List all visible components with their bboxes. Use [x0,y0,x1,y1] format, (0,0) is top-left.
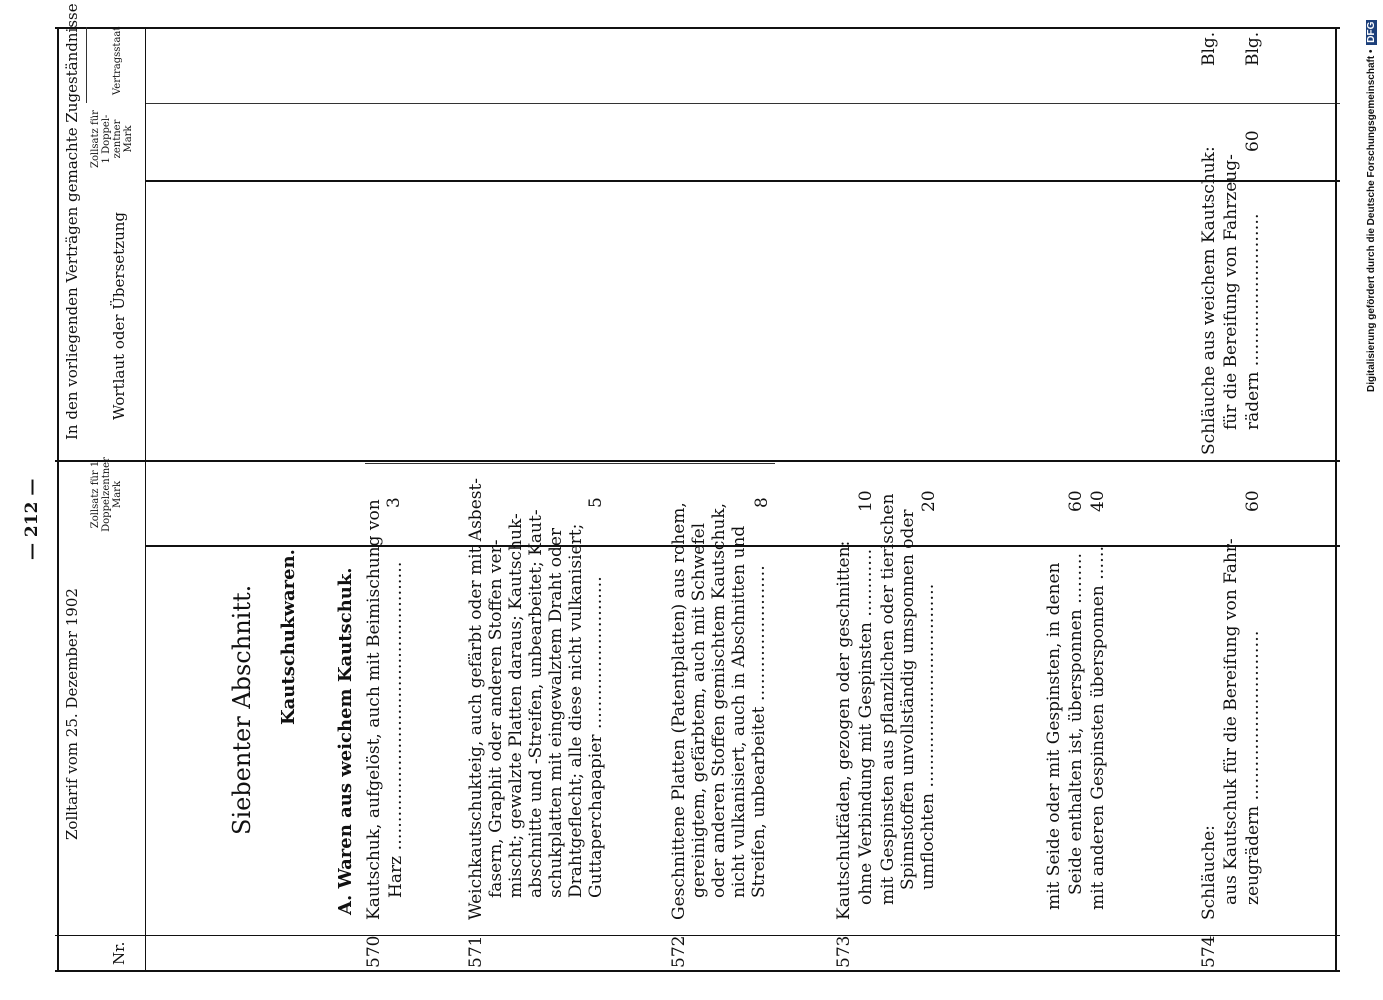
row-571-line-5: schukplatten mit eingewalztem Draht oder [546,527,566,898]
row-572-line-1: Geschnittene Platten (Patentplatten) aus rohem, [669,502,689,920]
right-table-title: In den vorliegenden Verträgen gemachte Zugeständnisse [63,3,81,440]
row-574-line-2: aus Kautschuk für die Bereifung von Fahr- [1221,538,1241,905]
row-574-line-3: zeugrädern ………………………… [1243,630,1263,905]
rule-top-outer [55,27,1340,29]
row-573-line-5: umflochten ……………………………… [918,583,938,890]
digitization-note [1366,20,1377,392]
row-571-nr: 571 [466,935,486,968]
rule-header [145,27,146,970]
row-573-rate-4: 40 [1088,490,1108,512]
rule-end [1335,27,1337,970]
row-571-line-3: mischt; gewalzte Platten daraus; Kautschuk- [506,513,526,898]
row-573-line-1: Kautschukfäden, gezogen oder geschnitten: [834,540,854,920]
right-entry-line-3: rädern ……………………… [1243,213,1263,430]
digitization-note-text: Digitalisierung gefördert durch die Deutsche Forschungsgemeinschaft • [1366,49,1377,392]
row-571-line-1: Weichkautschukteig, auch gefärbt oder mit Asbest- [466,477,486,920]
row-570-brace [365,463,570,464]
row-570-nr: 570 [364,935,384,968]
col-header-rate-right: Zollsatz für 1 Doppel-zentner Mark [90,110,134,168]
rule-nr-col [55,935,1340,936]
rule-title-right [57,27,59,460]
section-title: Siebenter Abschnitt. [228,584,256,835]
row-573-line-2: ohne Verbindung mit Gespinsten ………… [856,548,876,905]
right-state-1: Blg. [1199,31,1219,66]
page-number: — 212 — [22,478,42,560]
left-table-title: Zolltarif vom 25. Dezember 1902 [63,588,81,840]
rule-title-left [57,460,59,970]
col-header-rate-left: Zollsatz für 1 Doppelzentner Mark [90,457,123,532]
row-573-line-9: Seide enthalten ist, übersponnen ……… [1066,552,1086,895]
row-570-line-1: Kautschuk, aufgelöst, auch mit Beimischung von [364,499,384,920]
row-570-rate: 3 [384,497,404,508]
row-572-line-5: Streifen, unbearbeitet …………………… [749,565,769,898]
row-574-rate: 60 [1243,490,1263,512]
row-572-line-2: gereinigtem, gefärbtem, auch mit Schwefel [689,522,709,898]
row-573-rate-1: 10 [856,490,876,512]
rule-bottom-outer [55,970,1340,972]
right-state-2: Blg. [1243,31,1263,66]
col-header-state: Vertragsstaat [112,26,123,95]
rule-right-rate [145,180,1340,182]
rule-header-sub [86,27,87,103]
row-573-nr: 573 [834,935,854,968]
row-572-rate: 8 [752,497,772,508]
row-572-line-3: oder anderen Stoffen gemischtem Kautschuk, [709,502,729,898]
row-573-rate-3: 60 [1066,490,1086,512]
col-header-text-right: Wortlaut oder Übersetzung [110,212,128,420]
row-573-line-8: mit Seide oder mit Gespinsten, in denen [1044,562,1064,910]
row-573-line-10: mit anderen Gespinsten übersponnen …… [1088,545,1108,910]
dfg-logo: DFG [1366,21,1377,43]
right-entry-line-1: Schläuche aus weichem Kautschuk: [1199,146,1219,455]
row-574-line-1: Schläuche: [1199,825,1219,920]
col-header-nr: Nr. [110,941,128,965]
row-570-line-2: Harz …………………………………………… [386,561,406,898]
row-571-line-4: abschnitte und -Streifen, unbearbeitet; Kaut- [526,509,546,898]
rule-right-state [145,103,1340,104]
row-571-line-7: Guttaperchapapier ……………………… [586,576,606,898]
right-entry-line-2: für die Bereifung von Fahrzeug- [1221,154,1241,430]
row-572-nr: 572 [669,935,689,968]
row-571-line-6: Drahtgeflecht; alle diese nicht vulkanisiert; [566,523,586,898]
row-572-line-4: nicht vulkanisiert, auch in Abschnitten und [729,525,749,898]
rule-left-right-split [55,460,1340,462]
row-574-nr: 574 [1199,935,1219,968]
section-subtitle: Kautschukwaren. [278,549,299,725]
row-573-line-3: mit Gespinsten aus pflanzlichen oder tierischen [878,493,898,905]
row-573-rate-2: 20 [919,490,939,512]
row-571-brace [570,463,775,464]
row-571-rate: 5 [586,497,606,508]
row-573-line-4: Spinnstoffen unvollständig umsponnen oder [898,509,918,890]
right-entry-rate: 60 [1243,130,1263,152]
subsection-a-title: A. Waren aus weichem Kautschuk. [335,567,356,915]
row-571-line-2: fasern, Graphit oder anderen Stoffen ver- [486,539,506,898]
